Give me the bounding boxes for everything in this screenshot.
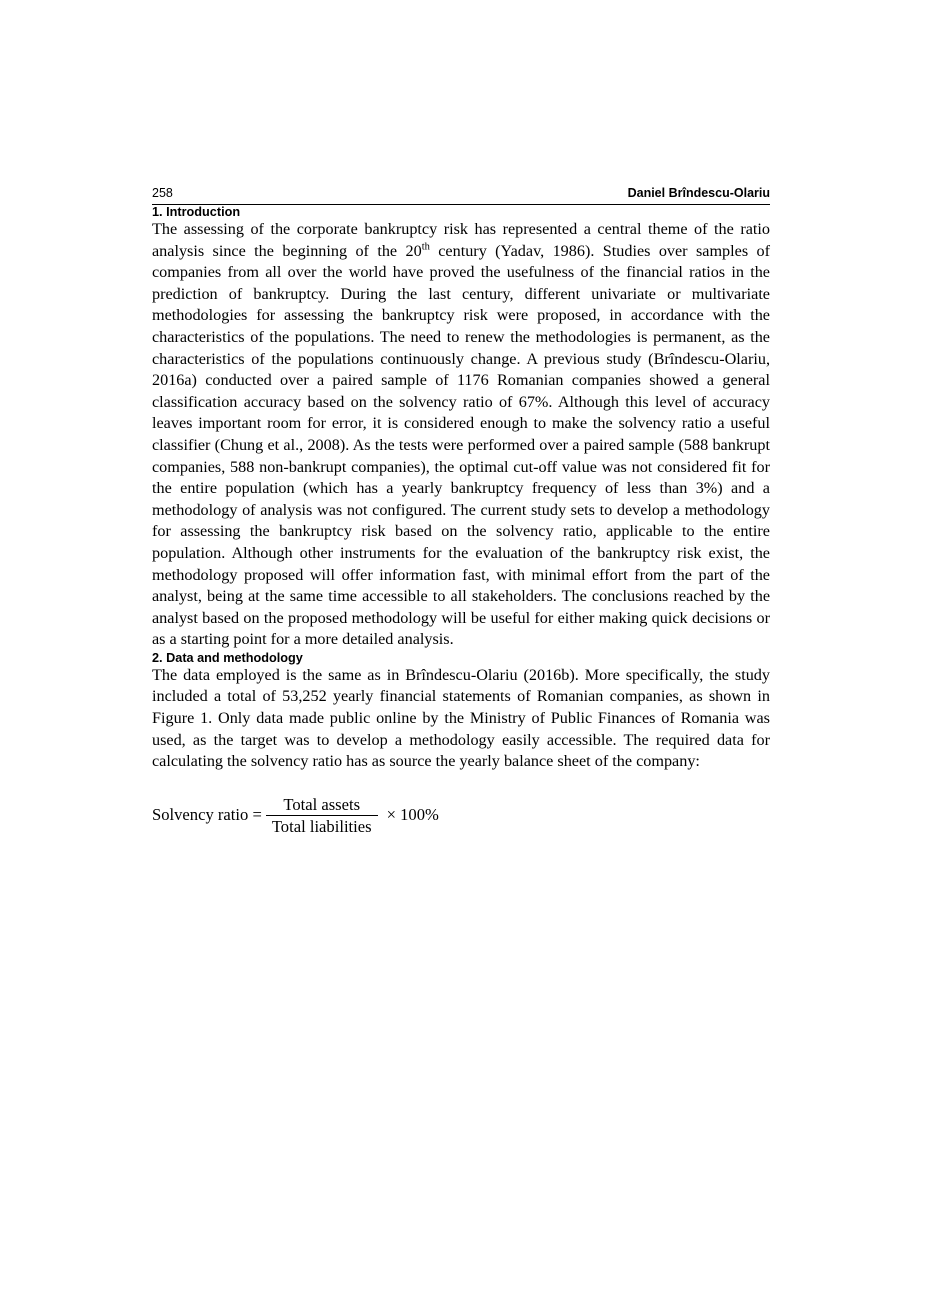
century-superscript: th — [421, 241, 430, 253]
running-head — [152, 186, 770, 205]
formula-right-side: × 100% — [386, 805, 439, 825]
introduction-text-part2: century (Yadav, 1986). Studies over samples of companies from all over the world have proved the usefulness of the financial ratios in the prediction of bankruptcy. During the last century, different univariate or multivariate methodologies for assessing the bankruptcy risk were proposed, in accordance with the characteristics of the populations. The need to renew the methodologies is permanent, as the characteristics of the populations continuously change. A previous study (Brîndescu-Olariu, 2016a) conducted over a paired sample of 1176 Romanian companies showed a general classification accuracy based on the solvency ratio of 67%. Although this level of accuracy leaves important room for error, it is considered enough to make the solvency ratio a useful classifier (Chung et al., 2008). As the tests were performed over a paired sample (588 bankrupt companies, 588 non-bankrupt companies), the optimal cut-off value was not considered fit for the entire population (which has a yearly bankruptcy frequency of less than 3%) and a methodology of analysis was not configured. The current study sets to develop a methodology for assessing the bankruptcy risk based on the solvency ratio, applicable to the entire population. Although other instruments for the evaluation of the bankruptcy risk exist, the methodology proposed will offer information fast, with minimal effort from the part of the analyst, being at the same time accessible to all stakeholders. The conclusions reached by the analyst based on the proposed methodology will be useful for either making quick decisions or as a starting point for a more detailed analysis. — [152, 241, 770, 649]
running-head-author: Daniel Brîndescu-Olariu — [627, 186, 770, 200]
section-heading-introduction: 1. Introduction — [152, 205, 241, 219]
formula-denominator: Total liabilities — [271, 816, 372, 836]
section-heading-data-and-methodology: 2. Data and methodology — [152, 650, 303, 665]
solvency-ratio-formula — [152, 795, 770, 836]
formula-numerator: Total assets — [283, 794, 361, 814]
page-number: 258 — [152, 186, 173, 200]
data-methodology-paragraph: The data employed is the same as in Brîndescu-Olariu (2016b). More specifically, the study included a total of 53,252 yearly financial statements of Romanian companies, as shown in Figure 1. Only data made public online by the Ministry of Public Finances of Romania was used, as the target was to develop a methodology easily accessible. The required data for calculating the solvency ratio has as source the yearly balance sheet of the company: — [152, 665, 770, 771]
formula-left-side: Solvency ratio = — [152, 805, 262, 825]
introduction-paragraph — [152, 219, 770, 651]
introduction-text-part1: The assessing of the corporate bankruptcy risk has represented a central theme of the ratio analysis since the beginning of the 20 — [152, 220, 770, 260]
formula-fraction — [266, 795, 378, 836]
page-content — [152, 186, 770, 836]
